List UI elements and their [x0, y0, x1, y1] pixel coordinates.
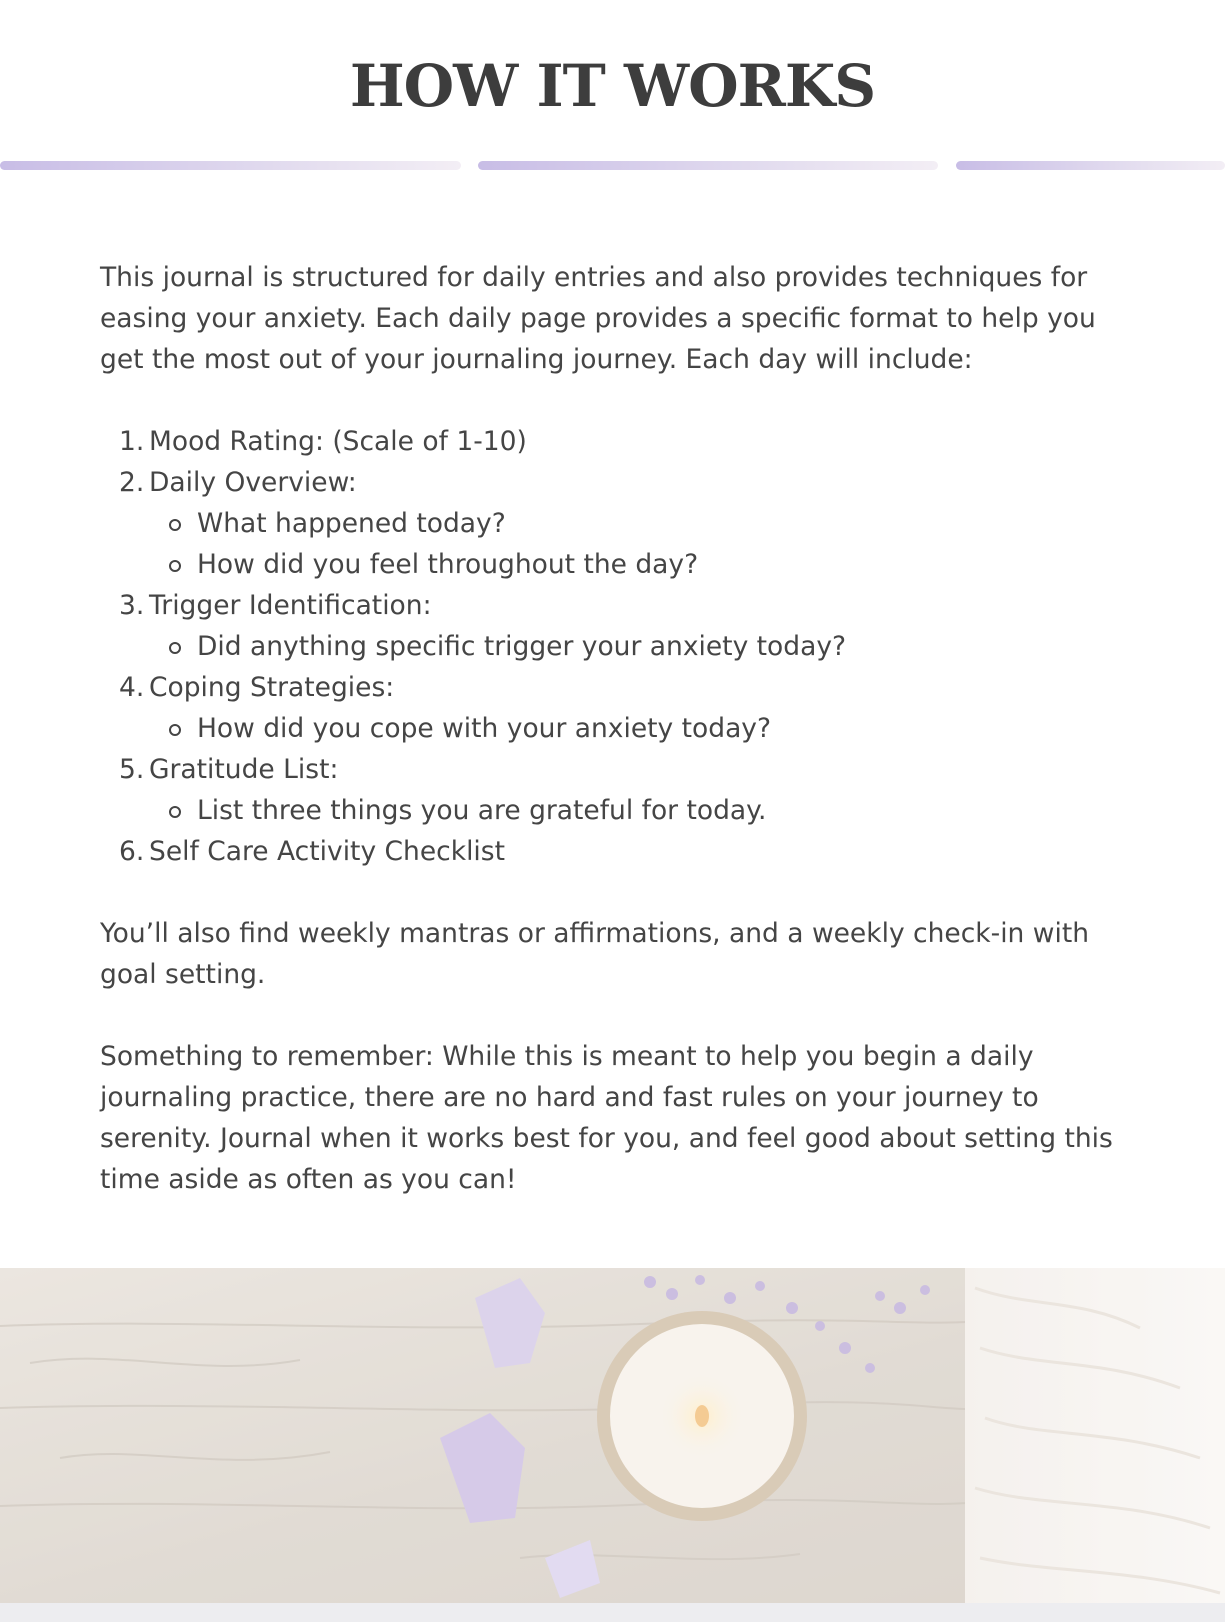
sub-list-text: List three things you are grateful for today. [197, 795, 767, 826]
body-content [100, 257, 1130, 1200]
list-number: 5. [119, 754, 145, 785]
list-item-trigger-identification [100, 585, 1130, 667]
sub-list-item [149, 544, 1130, 585]
page-title: HOW IT WORKS [349, 52, 876, 120]
daily-format-list [100, 421, 1130, 872]
candle-crystals-image [0, 1268, 1225, 1603]
list-label: Self Care Activity Checklist [149, 836, 505, 867]
divider-center [478, 161, 938, 170]
bottom-bar [0, 1603, 1225, 1622]
list-item-mood-rating [100, 421, 1130, 462]
list-label: Trigger Identification: [149, 590, 432, 621]
sub-list-text: Did anything specific trigger your anxiety today? [197, 631, 847, 662]
circle-bullet-icon [169, 519, 181, 531]
sub-list-item [149, 626, 1130, 667]
sub-list-text: How did you feel throughout the day? [197, 549, 699, 580]
circle-bullet-icon [169, 724, 181, 736]
sub-list [149, 790, 1130, 831]
sub-list [149, 626, 1130, 667]
list-label: Gratitude List: [149, 754, 339, 785]
sub-list-text: What happened today? [197, 508, 506, 539]
list-item-self-care-checklist [100, 831, 1130, 872]
list-label: Daily Overview: [149, 467, 357, 498]
weekly-note-paragraph: You’ll also find weekly mantras or affirmations, and a weekly check-in with goal setting. [100, 918, 1090, 990]
circle-bullet-icon [169, 806, 181, 818]
circle-bullet-icon [169, 560, 181, 572]
sub-list-text: How did you cope with your anxiety today? [197, 713, 772, 744]
list-number: 3. [119, 590, 145, 621]
sub-list-item [149, 708, 1130, 749]
divider-right [956, 161, 1225, 170]
decorative-photo [0, 1268, 1225, 1603]
divider-left [0, 161, 461, 170]
list-label: Coping Strategies: [149, 672, 395, 703]
list-item-daily-overview [100, 462, 1130, 585]
intro-paragraph: This journal is structured for daily entries and also provides techniques for easing your anxiety. Each daily page provides a specific format to help you get the most out of your journaling journey. Each day will include: [100, 262, 1096, 375]
circle-bullet-icon [169, 642, 181, 654]
list-number: 4. [119, 672, 145, 703]
reminder-paragraph: Something to remember: While this is meant to help you begin a daily journaling practice, there are no hard and fast rules on your journey to serenity. Journal when it works best for you, and feel good about setting this time aside as often as you can! [100, 1041, 1113, 1195]
sub-list [149, 708, 1130, 749]
sub-list [149, 503, 1130, 585]
list-number: 6. [119, 836, 145, 867]
list-number: 2. [119, 467, 145, 498]
list-item-gratitude-list [100, 749, 1130, 831]
sub-list-item [149, 503, 1130, 544]
list-label: Mood Rating: (Scale of 1-10) [149, 426, 527, 457]
sub-list-item [149, 790, 1130, 831]
list-number: 1. [119, 426, 145, 457]
list-item-coping-strategies [100, 667, 1130, 749]
